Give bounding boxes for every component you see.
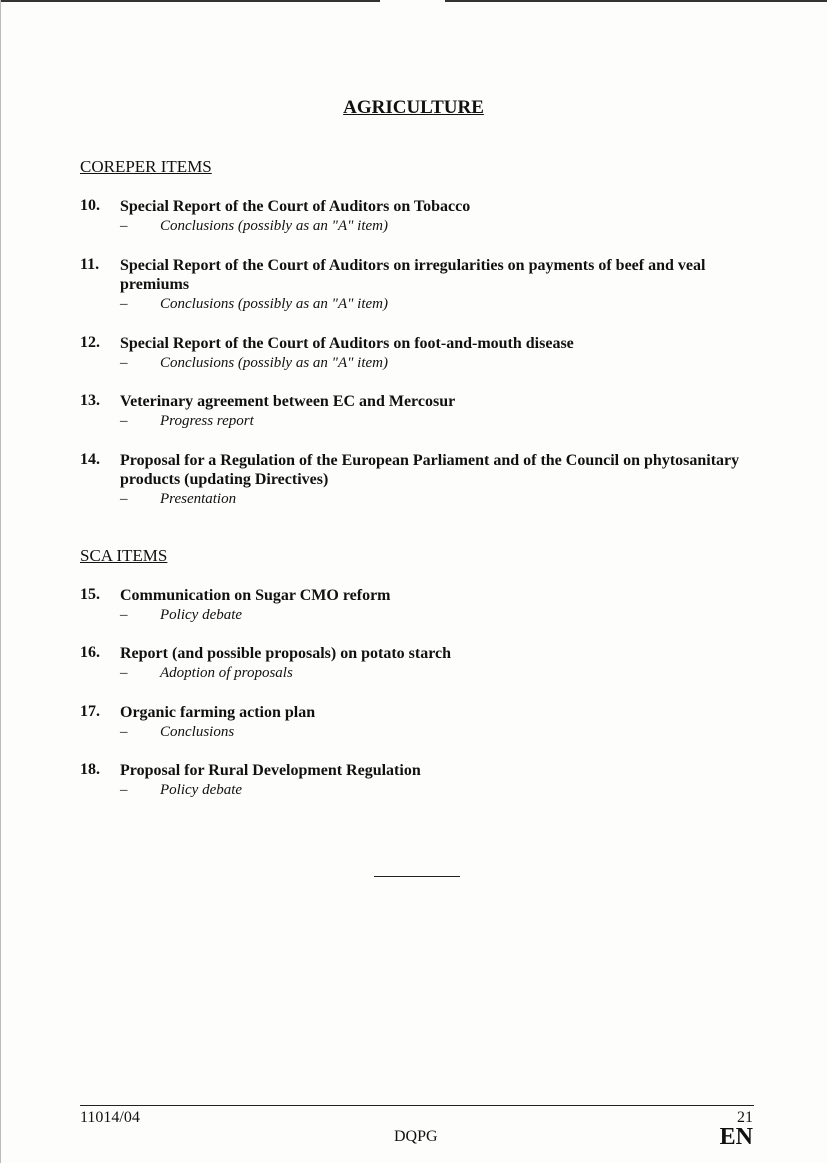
item-subtitle — [120, 411, 760, 431]
item-number: 18. — [80, 761, 100, 778]
item-number: 10. — [80, 197, 100, 214]
item-subtitle — [120, 353, 760, 373]
item-title: Proposal for Rural Development Regulation — [120, 762, 421, 779]
dash: – — [120, 355, 128, 371]
item-action: Conclusions — [160, 724, 235, 740]
item-action: Conclusions (possibly as an "A" item) — [160, 355, 389, 371]
agenda-item — [80, 586, 760, 625]
dash: – — [120, 724, 128, 740]
item-number: 11. — [80, 256, 100, 273]
agenda-item — [80, 703, 760, 742]
item-subtitle — [120, 722, 760, 742]
left-border — [0, 0, 1, 1163]
item-subtitle — [120, 489, 760, 509]
item-subtitle — [120, 294, 760, 314]
agenda-item — [80, 392, 760, 431]
dash: – — [120, 607, 128, 623]
footer-language: EN — [719, 1124, 753, 1150]
agenda-item — [80, 761, 760, 800]
top-border-left — [0, 0, 380, 2]
footer-department: DQPG — [394, 1128, 438, 1145]
item-subtitle — [120, 663, 760, 683]
item-number: 15. — [80, 586, 100, 603]
item-title: Organic farming action plan — [120, 704, 316, 721]
item-action: Conclusions (possibly as an "A" item) — [160, 218, 389, 234]
agenda-item — [80, 256, 760, 314]
item-title: Special Report of the Court of Auditors on Tobacco — [120, 198, 471, 215]
item-action: Adoption of proposals — [160, 665, 293, 681]
dash: – — [120, 491, 128, 507]
item-number: 14. — [80, 451, 100, 468]
item-title: Proposal for a Regulation of the European Parliament and of the Council on phytosanitary products (updating Directives) — [120, 452, 740, 488]
footer-rule — [80, 1105, 754, 1106]
item-number: 16. — [80, 644, 100, 661]
agenda-item — [80, 197, 760, 236]
item-action: Presentation — [160, 491, 237, 507]
agenda-item — [80, 451, 760, 509]
item-subtitle — [120, 780, 760, 800]
item-action: Progress report — [160, 413, 254, 429]
item-subtitle — [120, 605, 760, 625]
top-border-right — [445, 0, 827, 2]
item-number: 17. — [80, 703, 100, 720]
dash: – — [120, 665, 128, 681]
agenda-item — [80, 334, 760, 373]
item-title: Communication on Sugar CMO reform — [120, 587, 391, 604]
item-title: Special Report of the Court of Auditors on irregularities on payments of beef and veal premiums — [120, 257, 706, 293]
item-action: Policy debate — [160, 607, 243, 623]
dash: – — [120, 782, 128, 798]
footer-page-number: 21 — [737, 1109, 753, 1126]
item-action: Conclusions (possibly as an "A" item) — [160, 296, 389, 312]
footer-doc-number: 11014/04 — [80, 1109, 140, 1126]
dash: – — [120, 218, 128, 234]
end-of-content-rule — [374, 876, 460, 877]
item-number: 13. — [80, 392, 100, 409]
item-subtitle — [120, 216, 760, 236]
item-title: Report (and possible proposals) on potato starch — [120, 645, 452, 662]
agenda-item — [80, 644, 760, 683]
item-title: Special Report of the Court of Auditors on foot-and-mouth disease — [120, 335, 574, 352]
dash: – — [120, 413, 128, 429]
dash: – — [120, 296, 128, 312]
section-heading-sca: SCA ITEMS — [80, 546, 168, 565]
item-action: Policy debate — [160, 782, 243, 798]
page-title: AGRICULTURE — [343, 97, 484, 118]
section-heading-coreper: COREPER ITEMS — [80, 157, 212, 176]
item-title: Veterinary agreement between EC and Mercosur — [120, 393, 456, 410]
item-number: 12. — [80, 334, 100, 351]
